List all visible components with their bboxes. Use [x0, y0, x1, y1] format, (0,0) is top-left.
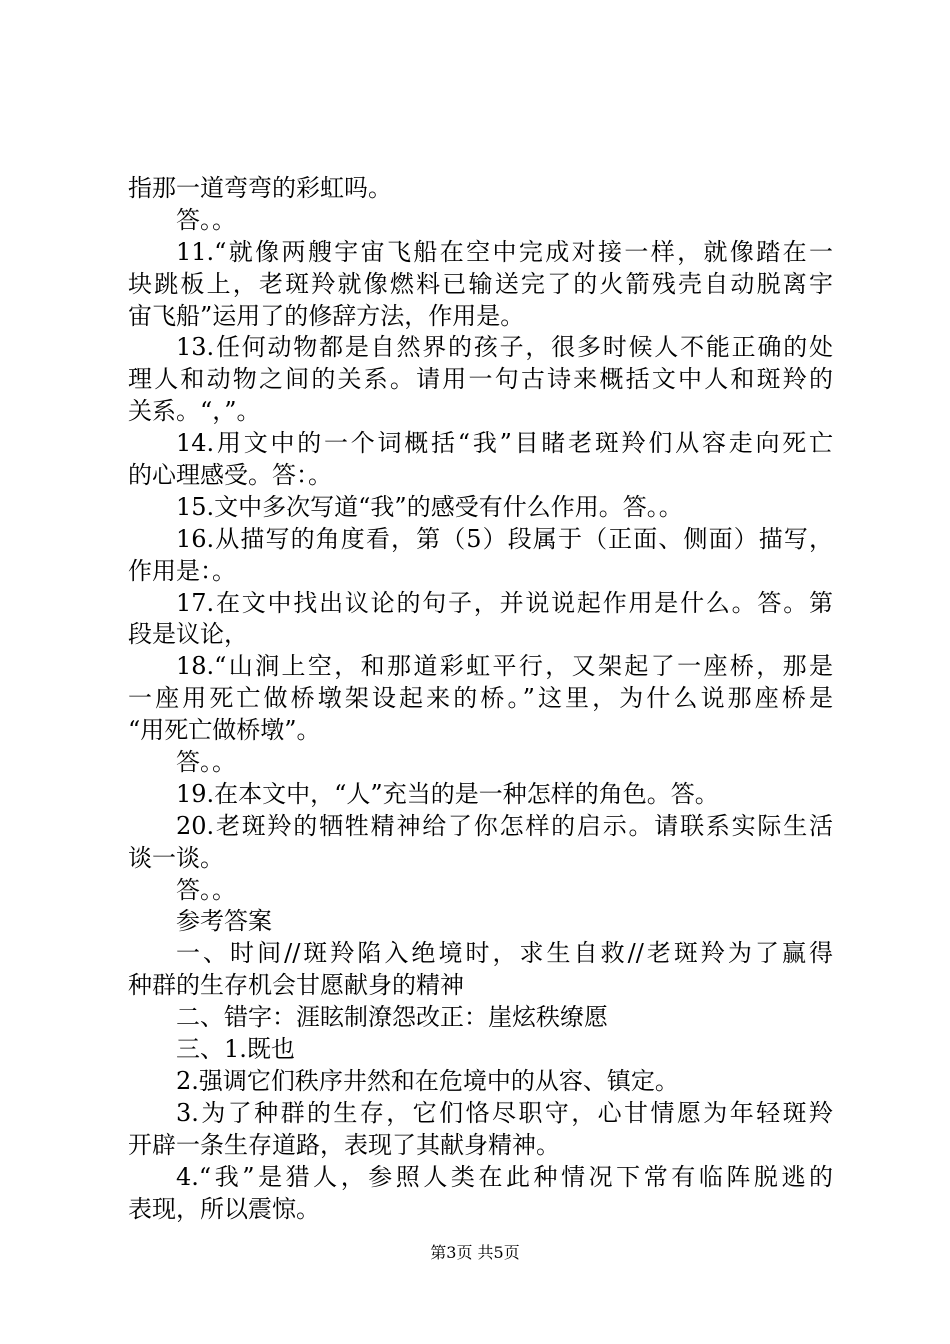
- text-line: 19.在本文中，“人”充当的是一种怎样的角色。答。: [176, 779, 719, 808]
- text-line: 一、时间//斑羚陷入绝境时，求生自救//老斑羚为了赢得: [176, 939, 833, 968]
- text-line: 三、1.既也: [176, 1035, 295, 1064]
- text-line: 指那一道弯弯的彩虹吗。: [128, 174, 392, 202]
- text-line: 理人和动物之间的关系。请用一句古诗来概括文中人和斑羚的: [128, 365, 833, 394]
- text-line: 种群的生存机会甘愿献身的精神: [128, 971, 464, 1000]
- text-line: 17.在文中找出议论的句子，并说说起作用是什么。答。第: [176, 588, 833, 617]
- text-line: 段是议论，: [128, 620, 248, 649]
- page-number-footer: 第3页 共5页: [430, 1243, 520, 1262]
- text-line: 宙飞船”运用了的修辞方法，作用是。: [128, 301, 525, 330]
- text-line: 作用是：。: [128, 556, 236, 585]
- text-line: 的心理感受。答：。: [128, 461, 332, 490]
- text-line: 块跳板上，老斑羚就像燃料已输送完了的火箭残壳自动脱离宇: [128, 269, 833, 298]
- text-line: 15.文中多次写道“我”的感受有什么作用。答。。: [176, 492, 683, 521]
- text-line: “用死亡做桥墩”。: [128, 716, 321, 745]
- text-line: 16.从描写的角度看，第（5）段属于（正面、侧面）描写，: [176, 524, 833, 553]
- text-line: 表现，所以震惊。: [128, 1194, 320, 1223]
- text-line: 谈一谈。: [128, 843, 224, 872]
- text-line: 开辟一条生存道路，表现了其献身精神。: [128, 1130, 560, 1159]
- text-line: 答。。: [176, 875, 236, 904]
- text-line: 20.老斑羚的牺牲精神给了你怎样的启示。请联系实际生活: [176, 811, 833, 840]
- text-line: 14.用文中的一个词概括“我”目睹老斑羚们从容走向死亡: [176, 429, 833, 458]
- text-line: 2.强调它们秩序井然和在危境中的从容、镇定。: [176, 1066, 679, 1095]
- text-line: 答。。: [176, 748, 236, 777]
- text-line: 11.“就像两艘宇宙飞船在空中完成对接一样，就像踏在一: [176, 237, 833, 266]
- text-line: 18.“山涧上空，和那道彩虹平行，又架起了一座桥，那是: [176, 652, 833, 681]
- text-line: 13.任何动物都是自然界的孩子，很多时候人不能正确的处: [176, 333, 833, 362]
- text-line: 3.为了种群的生存，它们恪尽职守，心甘情愿为年轻斑羚: [176, 1098, 833, 1127]
- text-line: 二、错字：涯眩制潦怨改正：崖炫秩缭愿: [176, 1003, 608, 1032]
- text-line: 关系。“，”。: [128, 397, 261, 426]
- section-heading: 参考答案: [176, 907, 272, 936]
- text-line: 4.“我”是猎人，参照人类在此种情况下常有临阵脱逃的: [176, 1162, 833, 1191]
- text-line: 一座用死亡做桥墩架设起来的桥。”这里，为什么说那座桥是: [128, 684, 833, 713]
- document-body: [128, 173, 833, 1225]
- text-line: 答。。: [176, 205, 236, 234]
